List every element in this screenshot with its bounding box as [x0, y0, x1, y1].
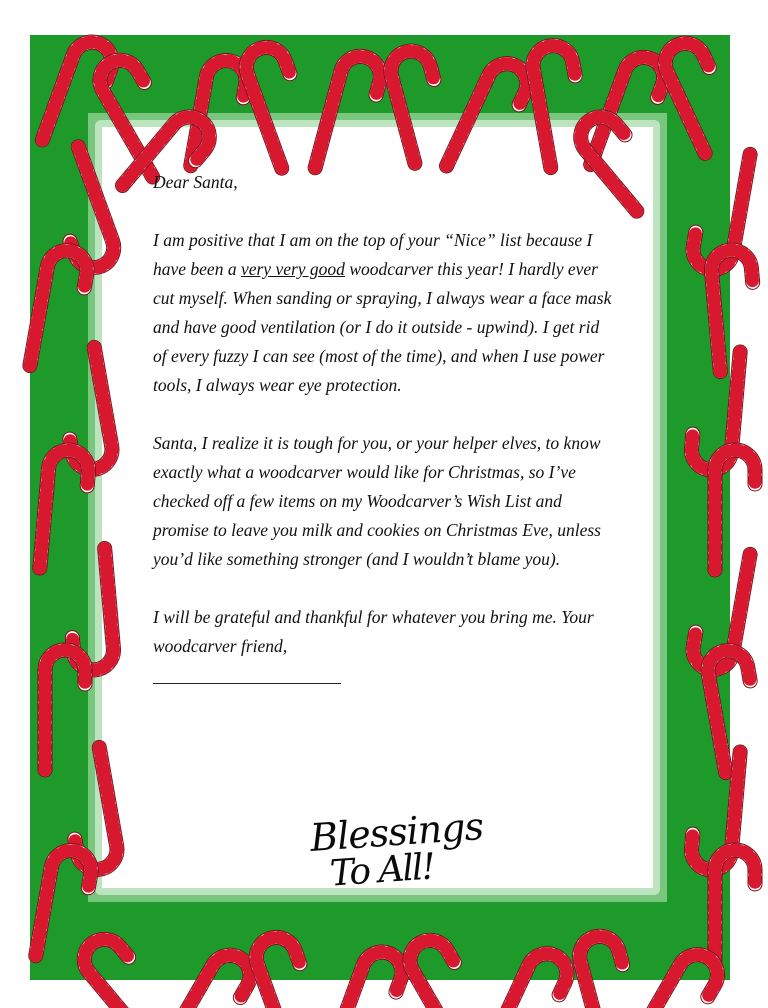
paragraph-1-emphasis: very very good	[240, 259, 345, 279]
signature-line	[153, 661, 341, 684]
closing-line-1: Blessings	[308, 804, 485, 860]
paragraph-1-start: I am positive that I am on the top of your “Nice” list because I have been a	[153, 230, 593, 279]
greeting: Dear Santa,	[153, 172, 238, 192]
paragraph-2: Santa, I realize it is tough for you, or your helper elves, to know exactly what a woodcarver would like for Christmas, so I’ve checked off a few items on my Woodcarver’s Wish List and promise to leave you milk and cookies on Christmas Eve, unless you’d like something stronger (and I wouldn’t blame you).	[153, 433, 601, 569]
paragraph-1-end: woodcarver this year! I hardly ever cut myself. When sanding or spraying, I always wear a face mask and have good ventilation (or I do it outside - upwind). I get rid of every fuzzy I can see (most of the time), and when I use power tools, I always wear eye protection.	[153, 259, 612, 395]
letter-body	[153, 168, 613, 684]
candy-cane	[715, 850, 755, 960]
closing-line-2: To All!	[328, 846, 436, 895]
paragraph-3: I will be grateful and thankful for whatever you bring me. Your woodcarver friend,	[153, 607, 594, 656]
paragraph-1	[153, 226, 613, 400]
closing-script	[300, 804, 485, 900]
